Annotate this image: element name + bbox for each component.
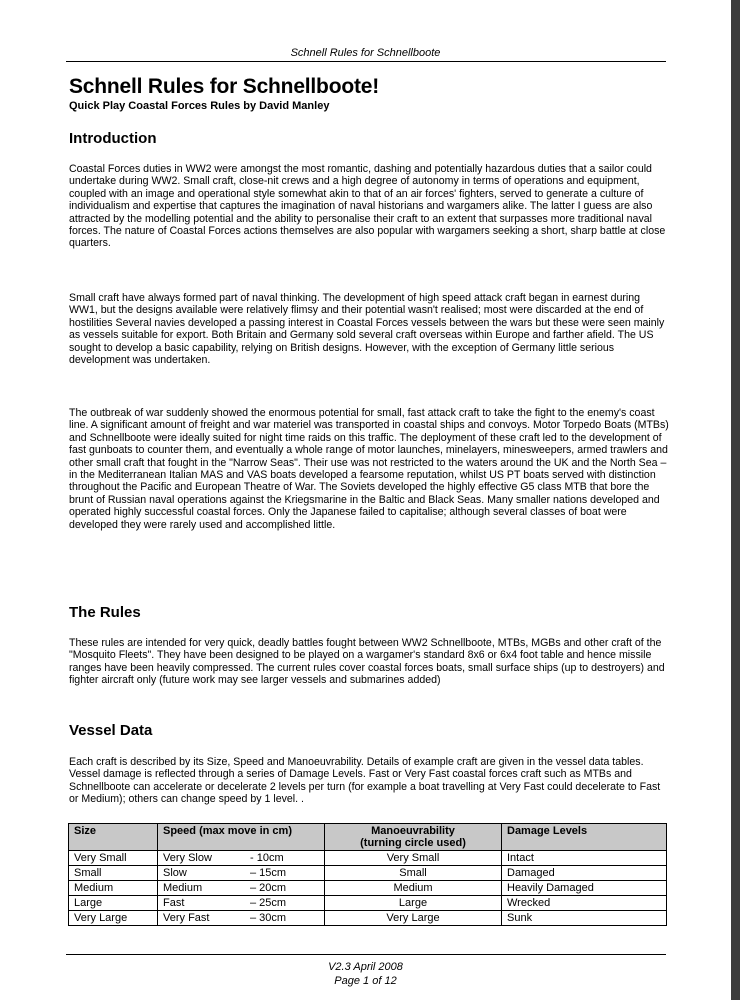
cell-speed [158, 911, 325, 926]
speed-move: - 10cm [250, 852, 284, 864]
cell-size: Medium [69, 881, 158, 896]
speed-name: Very Slow [163, 852, 212, 864]
intro-paragraph-2: Small craft have always formed part of naval thinking. The development of high speed attack craft began in earnest during WW1, but the designs available were relatively flimsy and their potential wasn't realised; most were discarded at the end of hostilities Several navies developed a passing interest in Coastal Forces vessels between the wars but these were seen mainly as vessels suitable for export. Both Britain and Germany sold several craft overseas within Europe and farther afield. The US sought to develop a basic capability, relying on British designs. However, with the exception of Germany little serious development was undertaken. [69, 292, 665, 367]
running-header: Schnell Rules for Schnellboote [290, 47, 441, 59]
table-row [69, 911, 667, 926]
cell-speed [158, 866, 325, 881]
speed-name: Medium [163, 882, 203, 894]
cell-damage: Intact [502, 851, 667, 866]
cell-size: Large [69, 896, 158, 911]
cell-speed [158, 896, 325, 911]
cell-damage: Damaged [502, 866, 667, 881]
cell-damage: Wrecked [502, 896, 667, 911]
cell-size: Very Large [69, 911, 158, 926]
speed-move: – 20cm [250, 882, 287, 894]
heading-vessel-data: Vessel Data [69, 722, 153, 739]
header-rule [66, 61, 666, 62]
cell-manoeuvrability: Medium [325, 881, 502, 896]
heading-the-rules: The Rules [69, 604, 141, 621]
header-damage-levels: Damage Levels [502, 824, 667, 851]
document-subtitle: Quick Play Coastal Forces Rules by David Manley [69, 100, 330, 112]
speed-move: – 25cm [250, 897, 287, 909]
rules-paragraph: These rules are intended for very quick, deadly battles fought between WW2 Schnellboote, MTBs, MGBs and other craft of the "Mosquito Fleets". They have been designed to be played on a wargamer's standard 8x6 or 6x4 foot table and hence missile ranges have been heavily compressed. The current rules cover coastal forces boats, small surface ships (up to destroyers) and fighter aircraft only (future work may see larger vessels and submarines added) [69, 637, 665, 687]
table-row [69, 881, 667, 896]
cell-manoeuvrability: Small [325, 866, 502, 881]
cell-manoeuvrability: Very Large [325, 911, 502, 926]
cell-size: Very Small [69, 851, 158, 866]
speed-name: Very Fast [163, 912, 210, 924]
speed-name: Slow [163, 867, 187, 879]
table-header-row [69, 824, 667, 851]
intro-paragraph-1: Coastal Forces duties in WW2 were amongst the most romantic, dashing and potentially hazardous duties that a sailor could undertake during WW2. Small craft, close-nit crews and a high degree of autonomy in terms of operations and equipment, coupled with an image and operational style somewhat akin to that of an air forces' fighters, served to generate a culture of individualism and expertise that captures the imagination of naval historians and wargamers alike. The latter I guess are also attracted by the modelling potential and the ability to personalise their craft to an extent that surpasses more traditional naval forces. The nature of Coastal Forces actions themselves are also popular with wargamers seeking a short, sharp battle at close quarters. [69, 163, 666, 250]
page-shadow [731, 0, 740, 1000]
table-row [69, 851, 667, 866]
cell-size: Small [69, 866, 158, 881]
speed-move: – 15cm [250, 867, 287, 879]
footer-rule [66, 954, 666, 955]
document-title: Schnell Rules for Schnellboote! [69, 75, 380, 98]
footer-version: V2.3 April 2008 [328, 961, 403, 973]
footer-page-number: Page 1 of 12 [334, 975, 397, 987]
header-size: Size [69, 824, 158, 851]
cell-speed [158, 881, 325, 896]
cell-damage: Sunk [502, 911, 667, 926]
heading-introduction: Introduction [69, 130, 157, 147]
header-speed: Speed (max move in cm) [158, 824, 325, 851]
speed-name: Fast [163, 897, 185, 909]
cell-speed [158, 851, 325, 866]
table-row [69, 896, 667, 911]
vessel-paragraph: Each craft is described by its Size, Speed and Manoeuvrability. Details of example craft are given in the vessel data tables. Vessel damage is reflected through a series of Damage Levels. Fast or Very Fast coastal forces craft such as MTBs and Schnellboote can accelerate or decelerate 2 levels per turn (for example a boat travelling at Very Fast could decelerate to Fast or Medium); others can change speed by 1 level. . [69, 756, 661, 806]
intro-paragraph-3: The outbreak of war suddenly showed the enormous potential for small, fast attack craft to take the fight to the enemy's coast line. A significant amount of freight and war materiel was transported in coastal ships and convoys. Motor Torpedo Boats (MTBs) and Schnellboote were ideally suited for night time raids on this traffic. The deployment of these craft led to the development of fast gunboats to counter them, and eventually a whole range of motor launches, minelayers, minesweepers, armed trawlers and other small craft that fought in the "Narrow Seas". Their use was not restricted to the waters around the UK and the North Sea – in the Mediterranean Italian MAS and VAS boats developed a fearsome reputation, whilst US PT boats served with distinction throughout the Pacific and European Theatre of War. The Soviets developed the highly effective G5 class MTB that bore the brunt of Russian naval operations against the Kriegsmarine in the Baltic and Black Seas. Many smaller nations developed and operated highly successful coastal forces. Only the Japanese failed to capitalise; although several classes of boat were developed they were rarely used and accomplished little. [69, 407, 669, 531]
cell-manoeuvrability: Very Small [325, 851, 502, 866]
header-manoeuvrability [325, 824, 502, 851]
cell-manoeuvrability: Large [325, 896, 502, 911]
vessel-data-table [68, 823, 667, 926]
header-manoeuvrability-line2: (turning circle used) [360, 837, 466, 849]
speed-move: – 30cm [250, 912, 287, 924]
table-row [69, 866, 667, 881]
cell-damage: Heavily Damaged [502, 881, 667, 896]
header-manoeuvrability-line1: Manoeuvrability [371, 825, 455, 837]
